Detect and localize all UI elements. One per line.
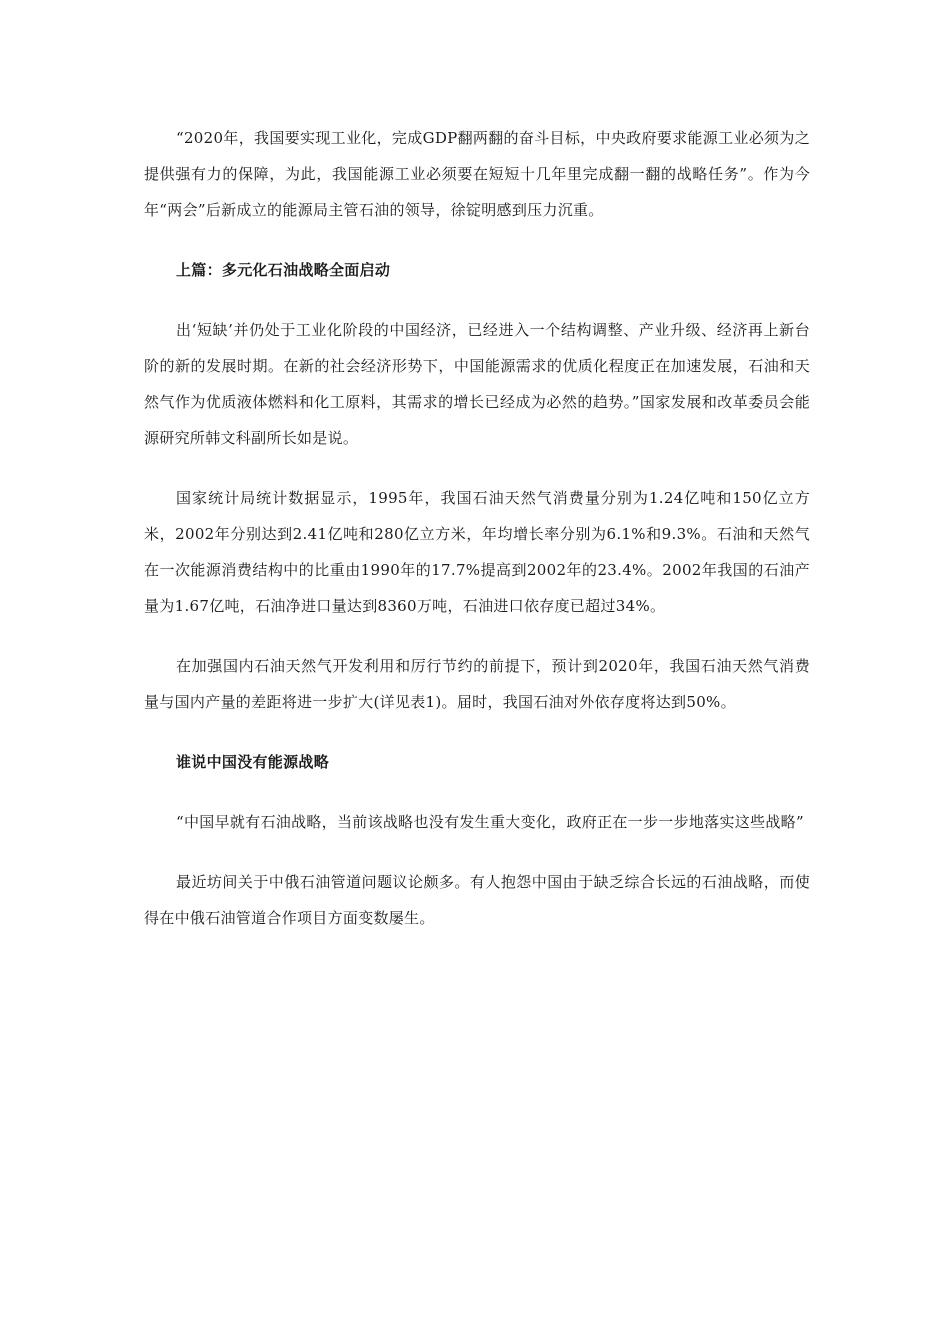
paragraph-intro-quote: “2020年，我国要实现工业化，完成GDP翻两翻的奋斗目标，中央政府要求能源工业必须为之提供强有力的保障，为此，我国能源工业必须要在短短十几年里完成翻一翻的战略任务”。作为今年“两会”后新成立的能源局主管石油的领导，徐锭明感到压力沉重。 <box>144 129 810 219</box>
section-heading-strategy-launch: 上篇：多元化石油战略全面启动 <box>176 261 391 279</box>
paragraph-economy-development: 出‘短缺’并仍处于工业化阶段的中国经济，已经进入一个结构调整、产业升级、经济再上新台阶的新的发展时期。在新的社会经济形势下，中国能源需求的优质化程度正在加速发展，石油和天然气作为优质液体燃料和化工原料，其需求的增长已经成为必然的趋势。”国家发展和改革委员会能源研究所韩文科副所长如是说。 <box>144 321 810 447</box>
paragraph-statistics: 国家统计局统计数据显示，1995年，我国石油天然气消费量分别为1.24亿吨和150亿立方米，2002年分别达到2.41亿吨和280亿立方米，年均增长率分别为6.1%和9.3%。石油和天然气在一次能源消费结构中的比重由1990年的17.7%提高到2002年的23.4%。2002年我国的石油产量为1.67亿吨，石油净进口量达到8360万吨，石油进口依存度已超过34%。 <box>144 489 810 615</box>
section-heading-energy-strategy: 谁说中国没有能源战略 <box>176 753 330 771</box>
paragraph-forecast-2020: 在加强国内石油天然气开发利用和厉行节约的前提下，预计到2020年，我国石油天然气消费量与国内产量的差距将进一步扩大(详见表1)。届时，我国石油对外依存度将达到50%。 <box>144 657 810 711</box>
paragraph-strategy-quote: “中国早就有石油战略，当前该战略也没有发生重大变化，政府正在一步一步地落实这些战略” <box>176 813 804 831</box>
document-body <box>144 120 810 936</box>
paragraph-pipeline-debate: 最近坊间关于中俄石油管道问题议论颇多。有人抱怨中国由于缺乏综合长远的石油战略，而使得在中俄石油管道合作项目方面变数屡生。 <box>144 873 810 927</box>
